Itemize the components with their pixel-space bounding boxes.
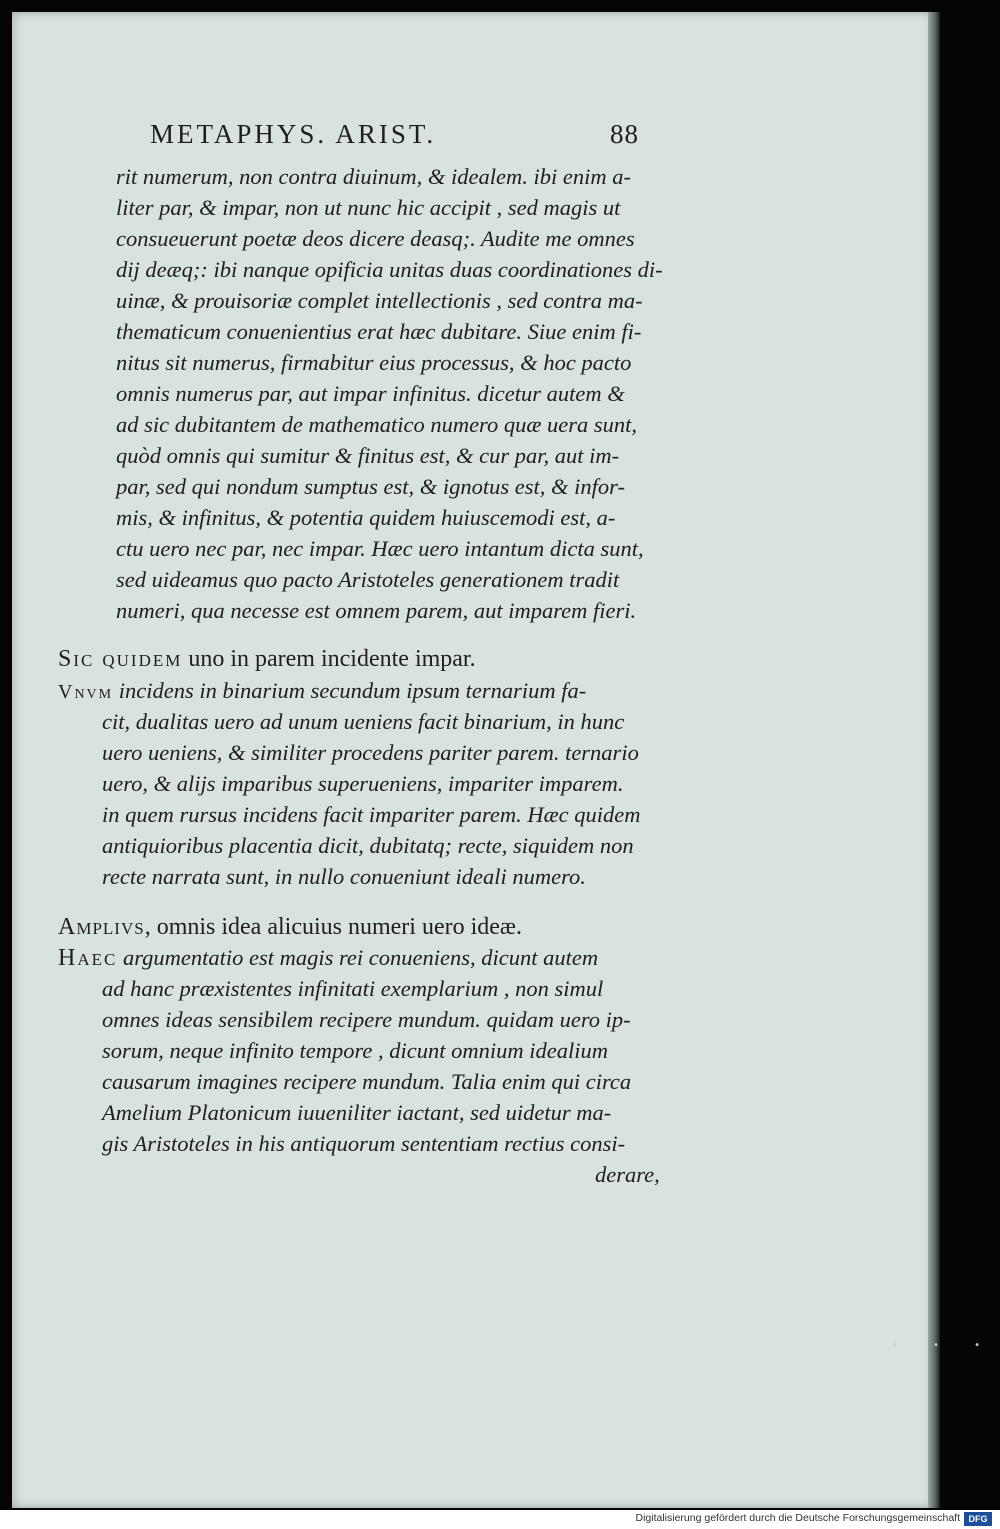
text-line: uero ueniens, & similiter procedens pariter parem. ternario xyxy=(102,740,639,765)
text-line: Amelium Platonicum iuueniliter iactant, sed uidetur ma- xyxy=(102,1100,612,1125)
text-line: ad sic dubitantem de mathematico numero quæ uera sunt, xyxy=(116,412,637,437)
digitization-footer xyxy=(0,1510,1000,1529)
text-line: gis Aristoteles in his antiquorum sententiam rectius consi- xyxy=(102,1131,626,1156)
text-line: nitus sit numerus, firmabitur eius processus, & hoc pacto xyxy=(116,350,632,375)
text-line: rit numerum, non contra diuinum, & idealem. ibi enim a- xyxy=(116,164,631,189)
lemma-2 xyxy=(58,914,522,941)
text-line: mis, & infinitus, & potentia quidem huiuscemodi est, a- xyxy=(116,505,616,530)
text-line: cit, dualitas uero ad unum ueniens facit binarium, in hunc xyxy=(102,709,625,734)
text-line: sorum, neque infinito tempore , dicunt omnium idealium xyxy=(102,1038,608,1063)
text-line: ad hanc præxistentes infinitati exemplarium , non simul xyxy=(102,976,604,1001)
lemma-1 xyxy=(58,646,476,673)
text-line: consueuerunt poetæ deos dicere deasq;. Audite me omnes xyxy=(116,226,635,251)
text-line: recte narrata sunt, in nullo conueniunt ideali numero. xyxy=(102,864,586,889)
lemma-lead: Amplivs xyxy=(58,914,145,940)
text-line: dij deæq;: ibi nanque opificia unitas duas coordinationes di- xyxy=(116,257,663,282)
text-line: liter par, & impar, non ut nunc hic accipit , sed magis ut xyxy=(116,195,621,220)
folio-number: 88 xyxy=(610,119,639,149)
text-line: uinæ, & prouisoriæ complet intellectionis , sed contra ma- xyxy=(116,288,643,313)
text-line: quòd omnis qui sumitur & finitus est, & cur par, aut im- xyxy=(116,443,620,468)
dfg-logo-icon[interactable]: DFG xyxy=(964,1512,992,1526)
text-line: numeri, qua necesse est omnem parem, aut imparem fieri. xyxy=(116,598,637,623)
text-line: omnis numerus par, aut impar infinitus. dicetur autem & xyxy=(116,381,625,406)
text-line: in quem rursus incidens facit impariter parem. Hæc quidem xyxy=(102,802,641,827)
catchword: derare, xyxy=(595,1162,660,1187)
text-line: argumentatio est magis rei conueniens, dicunt autem xyxy=(122,945,599,970)
footer-credit: Digitalisierung gefördert durch die Deutsche Forschungsgemeinschaft xyxy=(635,1512,960,1524)
lemma-text: uno in parem incidente impar. xyxy=(188,646,476,672)
running-head xyxy=(150,119,650,159)
commentary-lead: Vnvm xyxy=(58,681,114,703)
commentary-lead: Haec xyxy=(58,945,118,971)
text-line: par, sed qui nondum sumptus est, & ignotus est, & infor- xyxy=(116,474,625,499)
text-line: antiquioribus placentia dicit, dubitatq; recte, siquidem non xyxy=(102,833,634,858)
text-line: thematicum conuenientius erat hæc dubitare. Siue enim fi- xyxy=(116,319,642,344)
text-line: incidens in binarium secundum ipsum ternarium fa- xyxy=(118,678,587,703)
text-line: uero, & alijs imparibus superueniens, impariter imparem. xyxy=(102,771,624,796)
text-line: ctu uero nec par, nec impar. Hæc uero intantum dicta sunt, xyxy=(116,536,644,561)
text-line: sed uideamus quo pacto Aristoteles generationem tradit xyxy=(116,567,620,592)
running-title: METAPHYS. ARIST. xyxy=(150,119,437,149)
lemma-lead: Sic quidem xyxy=(58,646,183,672)
page-edge xyxy=(928,12,940,1508)
scan-marks: • • • xyxy=(891,1340,996,1351)
text-line: causarum imagines recipere mundum. Talia enim qui circa xyxy=(102,1069,632,1094)
text-line: omnes ideas sensibilem recipere mundum. quidam uero ip- xyxy=(102,1007,631,1032)
lemma-text: , omnis idea alicuius numeri uero ideæ. xyxy=(144,914,522,940)
